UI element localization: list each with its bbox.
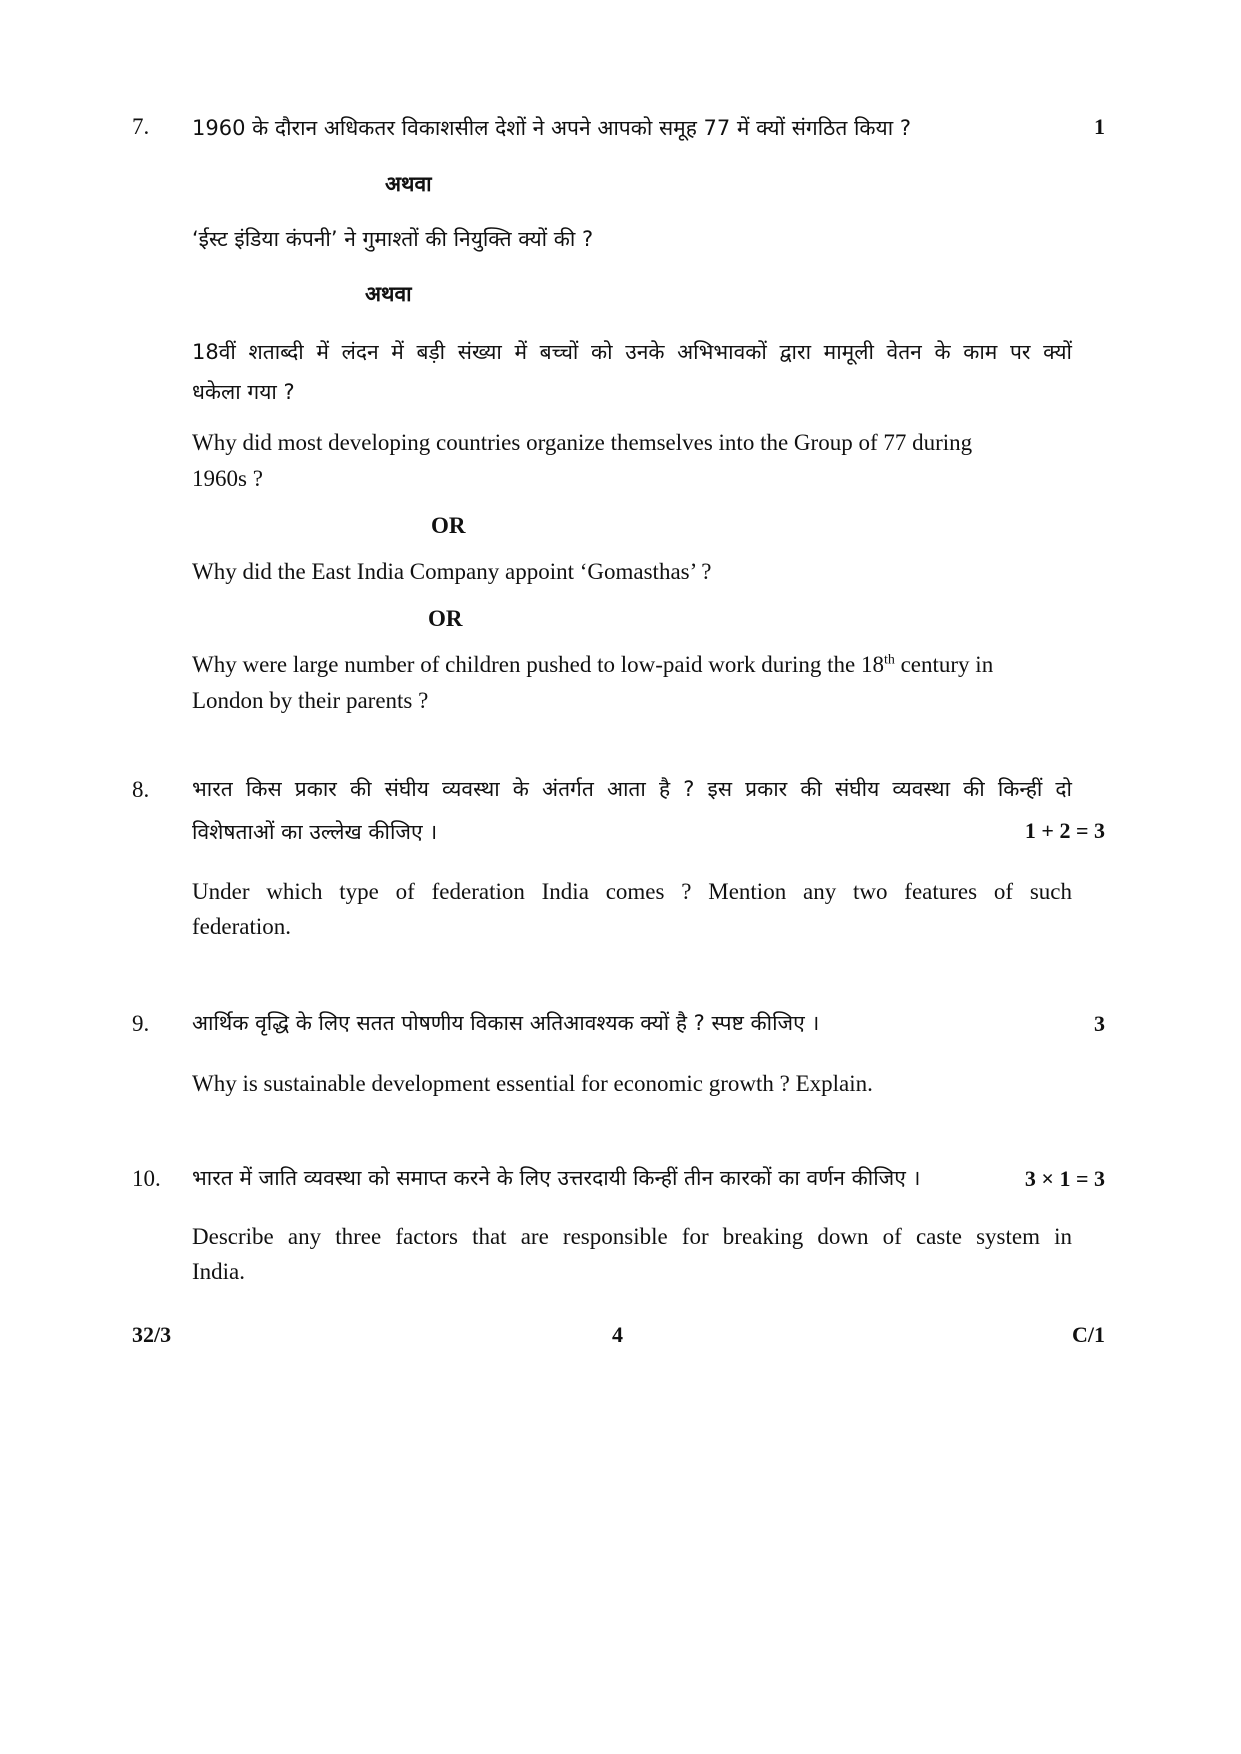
q7-or-english-2: OR: [428, 606, 463, 631]
q10-english-line1: Describe any three factors that are responsible for breaking down of caste system in: [192, 1224, 1072, 1249]
q10-hindi-text: भारत में जाति व्यवस्था को समाप्त करने के लिए उत्तरदायी किन्हीं तीन कारकों का वर्णन कीजिए ।: [192, 1166, 921, 1190]
q7-english-text-1-line2: 1960s ?: [192, 466, 263, 491]
q7-or-english-1: OR: [431, 513, 466, 538]
q9-english-text: Why is sustainable development essential for economic growth ? Explain.: [192, 1071, 873, 1096]
q7-hindi-text-2: ‘ईस्ट इंडिया कंपनी’ ने गुमाश्तों की नियुक्ति क्यों की ?: [192, 227, 594, 251]
q10-number: 10.: [132, 1166, 161, 1191]
q7-english-text-3-sup: th: [883, 652, 895, 668]
q7-hindi-text-1: 1960 के दौरान अधिकतर विकाशसील देशों ने अपने आपको समूह 77 में क्यों संगठित किया ?: [192, 116, 912, 140]
footer-set-code: C/1: [1072, 1322, 1105, 1347]
q7-english-text-3-part2: century in: [894, 652, 994, 677]
q10-english-line2: India.: [192, 1259, 246, 1284]
q7-english-text-2: Why did the East India Company appoint ‘Gomasthas’ ?: [192, 559, 712, 584]
q8-english-line2: federation.: [192, 914, 291, 939]
q7-marks: 1: [1094, 114, 1105, 139]
q9-hindi-text: आर्थिक वृद्धि के लिए सतत पोषणीय विकास अतिआवश्यक क्यों है ? स्पष्ट कीजिए ।: [192, 1011, 820, 1035]
q8-english-line1: Under which type of federation India comes ? Mention any two features of such: [192, 879, 1072, 904]
q10-marks: 3 × 1 = 3: [1024, 1166, 1105, 1191]
q7-english-text-3-line1: [192, 652, 993, 678]
q8-marks: 1 + 2 = 3: [1024, 818, 1105, 843]
footer-paper-code: 32/3: [132, 1322, 172, 1347]
q8-hindi-line2: विशेषताओं का उल्लेख कीजिए ।: [192, 820, 438, 844]
footer-page-number: 4: [612, 1322, 623, 1347]
q7-number: 7.: [132, 114, 150, 139]
q7-english-text-1-line1: Why did most developing countries organize themselves into the Group of 77 during: [192, 430, 973, 455]
q9-number: 9.: [132, 1011, 150, 1036]
q8-number: 8.: [132, 777, 150, 802]
q7-or-hindi-2: अथवा: [365, 282, 412, 306]
q7-or-hindi-1: अथवा: [385, 172, 432, 196]
q7-english-text-3-part1: Why were large number of children pushed to low-paid work during the 18: [192, 652, 884, 677]
q7-hindi-text-3-line2: धकेला गया ?: [192, 380, 295, 404]
q7-english-text-3-line2: London by their parents ?: [192, 688, 429, 713]
q8-hindi-line1: भारत किस प्रकार की संघीय व्यवस्था के अंतर्गत आता है ? इस प्रकार की संघीय व्यवस्था की किन्हीं दो: [192, 777, 1072, 801]
q9-marks: 3: [1094, 1011, 1105, 1036]
q7-hindi-text-3-line1: 18वीं शताब्दी में लंदन में बड़ी संख्या में बच्चों को उनके अभिभावकों द्वारा मामूली वेतन के काम पर क्यों: [192, 340, 1072, 364]
